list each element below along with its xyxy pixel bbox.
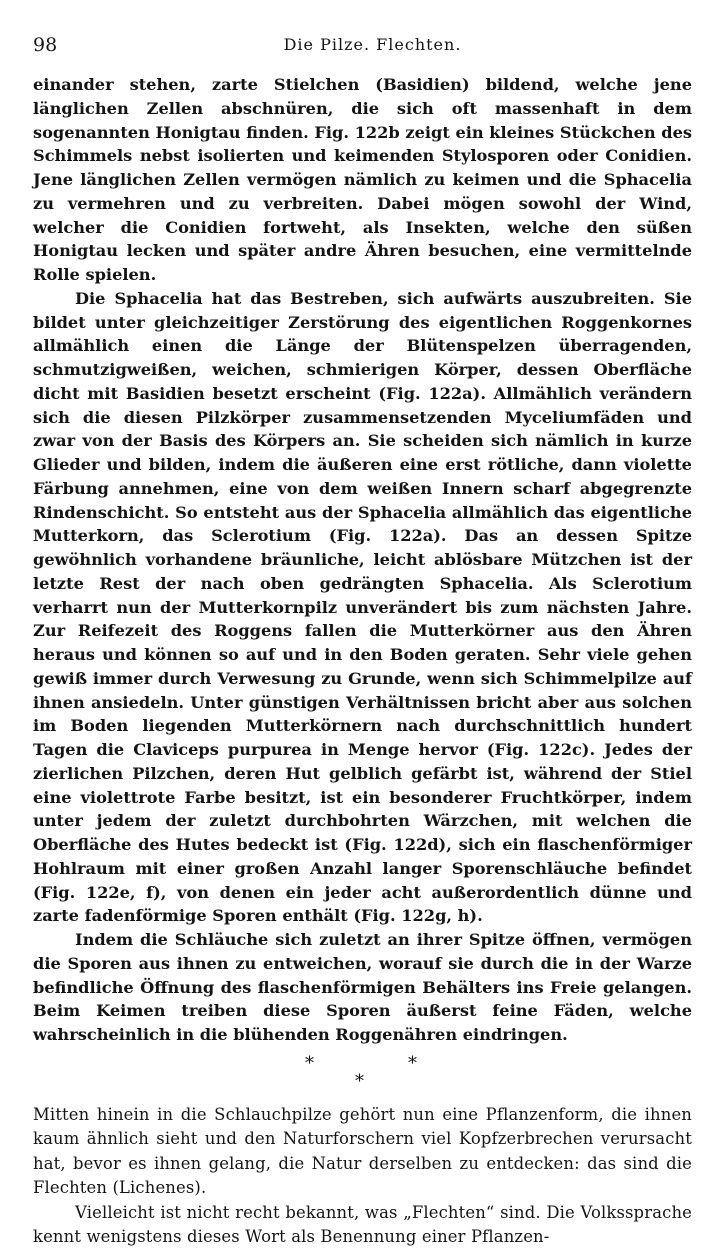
paragraph-flechten-volkssprache: Vielleicht ist nicht recht bekannt, was „Flechten“ sind. Die Volkssprache kennt wenigstens dieses Wort als Benennung einer Pflanzen-: [33, 1202, 692, 1247]
page-body: [33, 73, 692, 1250]
paragraph-sporen: Indem die Schläuche sich zuletzt an ihrer Spitze öffnen, vermögen die Sporen aus ihnen zu entweichen, worauf sie durch die in der Warze befindliche Öffnung des flaschenförmigen Behälters ins Freie gelangen. Beim Keimen treiben diese Sporen äußerst feine Fäden, welche wahrscheinlich in die blühenden Roggenähren eindringen.: [33, 930, 692, 1044]
running-head: Die Pilze. Flechten.: [283, 35, 462, 54]
separator-star: *: [408, 1052, 417, 1074]
section-separator: [33, 1047, 692, 1095]
page-header: [33, 34, 692, 60]
page-number: 98: [33, 34, 58, 56]
separator-star: *: [305, 1052, 314, 1074]
paragraph-basidien: einander stehen, zarte Stielchen (Basidien) bildend, welche jene länglichen Zellen abschnüren, die sich oft massenhaft in dem sogenannten Honigtau finden. Fig. 122b zeigt ein kleines Stückchen des Schimmels nebst isolierten und keimenden Stylosporen oder Conidien. Jene länglichen Zellen vermögen nämlich zu keimen und die Sphacelia zu vermehren und zu verbreiten. Dabei mögen sowohl der Wind, welcher die Conidien fortweht, als Insekten, welche den süßen Honigtau lecken und später andre Ähren besuchen, eine vermittelnde Rolle spielen.: [33, 75, 693, 284]
paragraph-flechten-intro: Mitten hinein in die Schlauchpilze gehört nun eine Pflanzenform, die ihnen kaum ähnlich sieht und den Naturforschern viel Kopfzerbrechen verursacht hat, bevor es ihnen gelang, die Natur derselben zu entdecken: das sind die Flechten (Lichenes).: [33, 1104, 692, 1198]
paragraph-sphacelia: Die Sphacelia hat das Bestreben, sich aufwärts auszubreiten. Sie bildet unter gleichzeitiger Zerstörung des eigentlichen Roggenkornes allmählich einen die Länge der Blütenspelzen überragenden, schmutzigweißen, weichen, schmierigen Körper, dessen Oberfläche dicht mit Basidien besetzt erscheint (Fig. 122a). Allmählich verändern sich die diesen Pilzkörper zusammensetzenden Myceliumfäden und zwar von der Basis des Körpers an. Sie scheiden sich nämlich in kurze Glieder und bilden, indem die äußeren eine erst rötliche, dann violette Färbung annehmen, eine von dem weißen Innern scharf abgegrenzte Rindenschicht. So entsteht aus der Sphacelia allmählich das eigentliche Mutterkorn, das Sclerotium (Fig. 122a). Das an dessen Spitze gewöhnlich vorhandene bräunliche, leicht ablösbare Mützchen ist der letzte Rest der nach oben gedrängten Sphacelia. Als Sclerotium verharrt nun der Mutterkornpilz unverändert bis zum nächsten Jahre. Zur Reifezeit des Roggens fallen die Mutterkörner aus den Ähren heraus und können so auf und in den Boden geraten. Sehr viele gehen gewiß immer durch Verwesung zu Grunde, wenn sich Schimmelpilze auf ihnen ansiedeln. Unter günstigen Verhältnissen bricht aber aus solchen im Boden liegenden Mutterkörnern nach durchschnittlich hundert Tagen die Claviceps purpurea in Menge hervor (Fig. 122c). Jedes der zierlichen Pilzchen, deren Hut gelblich gefärbt ist, während der Stiel eine violettrote Farbe besitzt, ist ein besonderer Fruchtkörper, indem unter jedem der zuletzt durchbohrten Wärzchen, mit welchen die Oberfläche des Hutes bedeckt ist (Fig. 122d), sich ein flaschenförmiger Hohlraum mit einer großen Anzahl langer Sporenschläuche befindet (Fig. 122e, f), von denen ein jeder acht außerordentlich dünne und zarte fadenförmige Sporen enthält (Fig. 122g, h).: [33, 288, 692, 926]
separator-star: *: [355, 1070, 364, 1092]
